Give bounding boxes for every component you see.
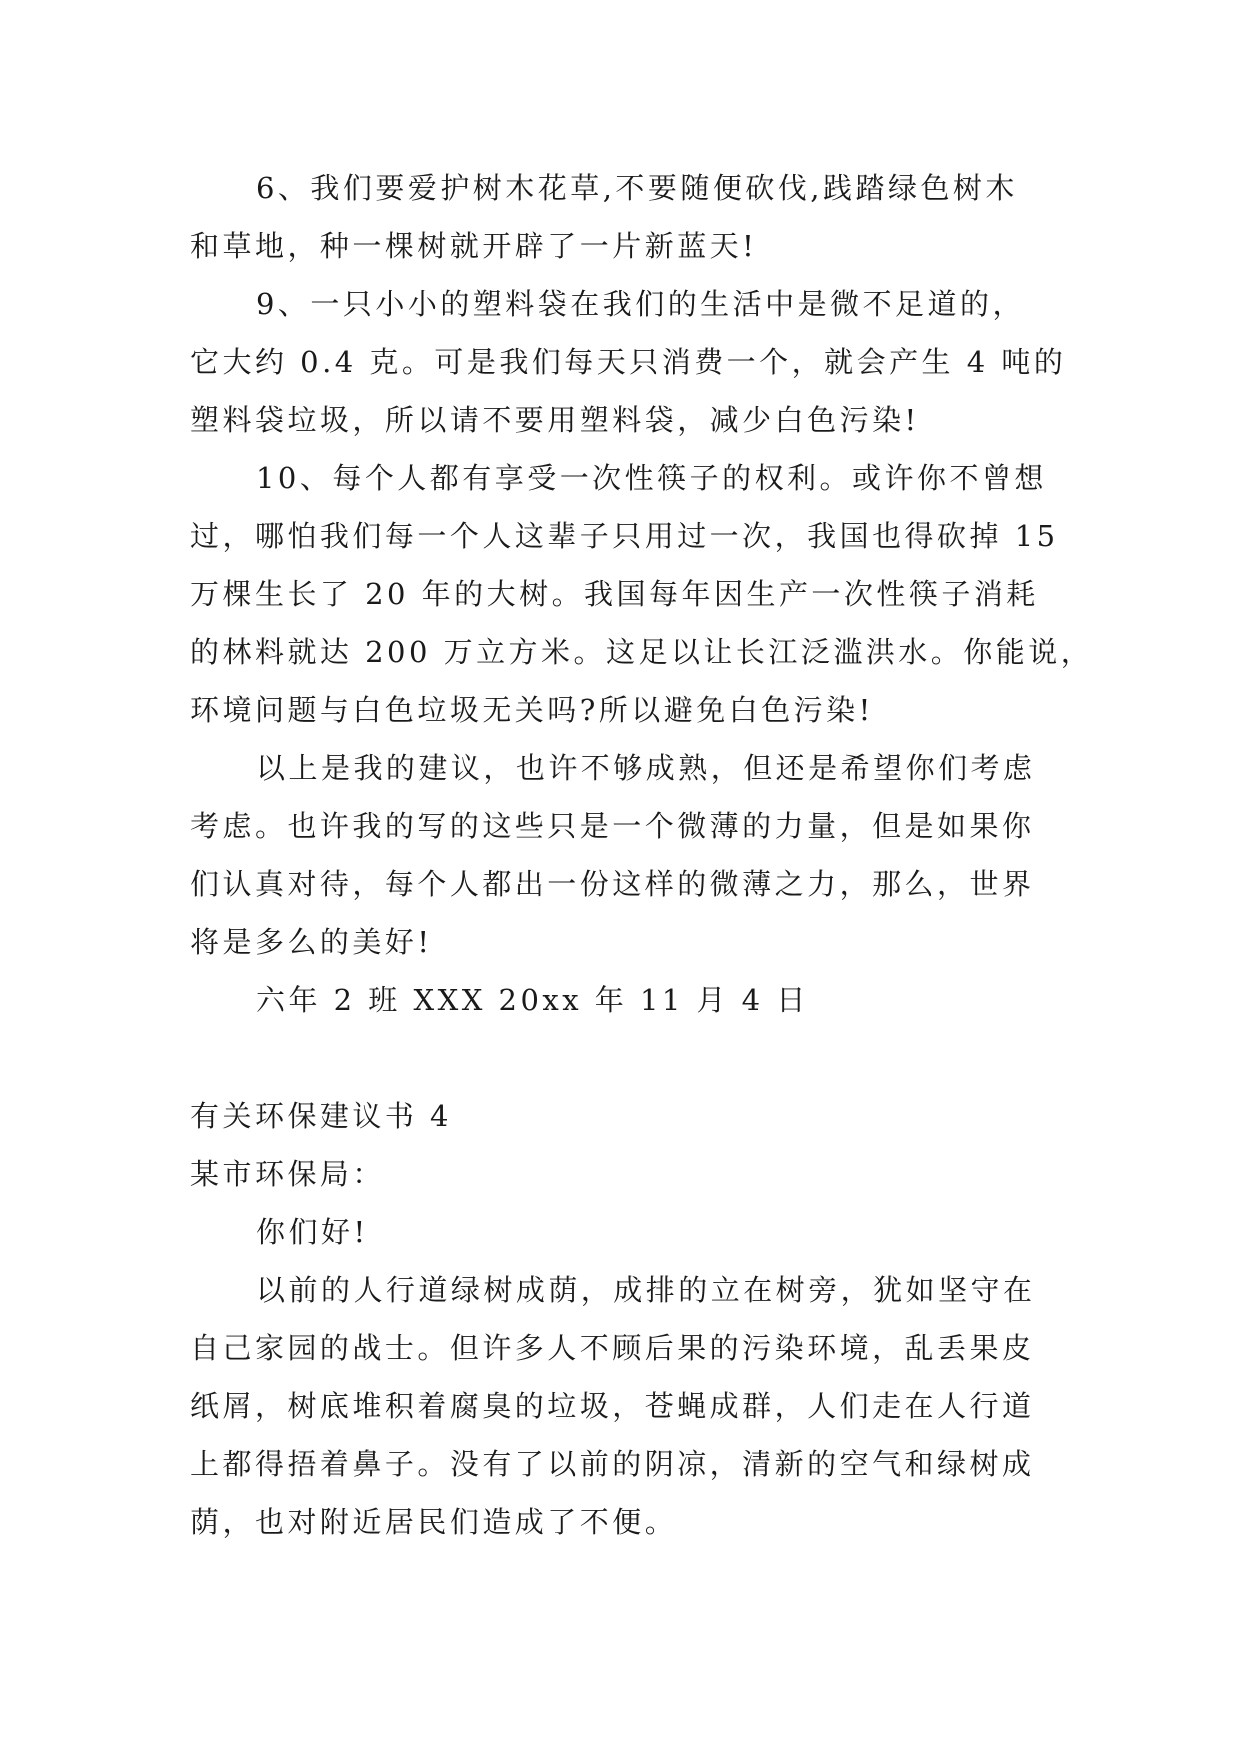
greeting: 你们好!: [256, 1215, 369, 1249]
text-line: 以前的人行道绿树成荫，成排的立在树旁，犹如坚守在: [256, 1273, 1036, 1307]
text-line: 过，哪怕我们每一个人这辈子只用过一次，我国也得砍掉 15: [190, 519, 1059, 553]
text-line: 上都得捂着鼻子。没有了以前的阴凉，清新的空气和绿树成: [190, 1447, 1035, 1481]
text-line: 自己家园的战士。但许多人不顾后果的污染环境，乱丢果皮: [190, 1331, 1035, 1365]
section-title: 有关环保建议书 4: [190, 1099, 452, 1133]
text-line: 以上是我的建议，也许不够成熟，但还是希望你们考虑: [256, 751, 1036, 785]
text-line: 环境问题与白色垃圾无关吗?所以避免白色污染!: [190, 693, 874, 727]
text-line: 纸屑，树底堆积着腐臭的垃圾，苍蝇成群，人们走在人行道: [190, 1389, 1035, 1423]
text-line: 塑料袋垃圾，所以请不要用塑料袋，减少白色污染!: [190, 403, 920, 437]
text-line: 和草地，种一棵树就开辟了一片新蓝天!: [190, 229, 758, 263]
text-line: 们认真对待，每个人都出一份这样的微薄之力，那么，世界: [190, 867, 1035, 901]
text-line: 9、一只小小的塑料袋在我们的生活中是微不足道的，: [256, 287, 1025, 321]
text-line: 荫，也对附近居民们造成了不便。: [190, 1505, 678, 1539]
text-line: 它大约 0.4 克。可是我们每天只消费一个，就会产生 4 吨的: [190, 345, 1067, 379]
text-line: 考虑。也许我的写的这些只是一个微薄的力量，但是如果你: [190, 809, 1035, 843]
text-line: 6、我们要爱护树木花草,不要随便砍伐,践踏绿色树木: [256, 171, 1018, 205]
salutation: 某市环保局：: [190, 1157, 385, 1191]
signature-line: 六年 2 班 XXX 20xx 年 11 月 4 日: [256, 983, 809, 1017]
text-line: 将是多么的美好!: [190, 925, 433, 959]
text-line: 的林料就达 200 万立方米。这足以让长江泛滥洪水。你能说，: [190, 635, 1094, 669]
text-line: 10、每个人都有享受一次性筷子的权利。或许你不曾想: [256, 461, 1047, 495]
text-line: 万棵生长了 20 年的大树。我国每年因生产一次性筷子消耗: [190, 577, 1039, 611]
